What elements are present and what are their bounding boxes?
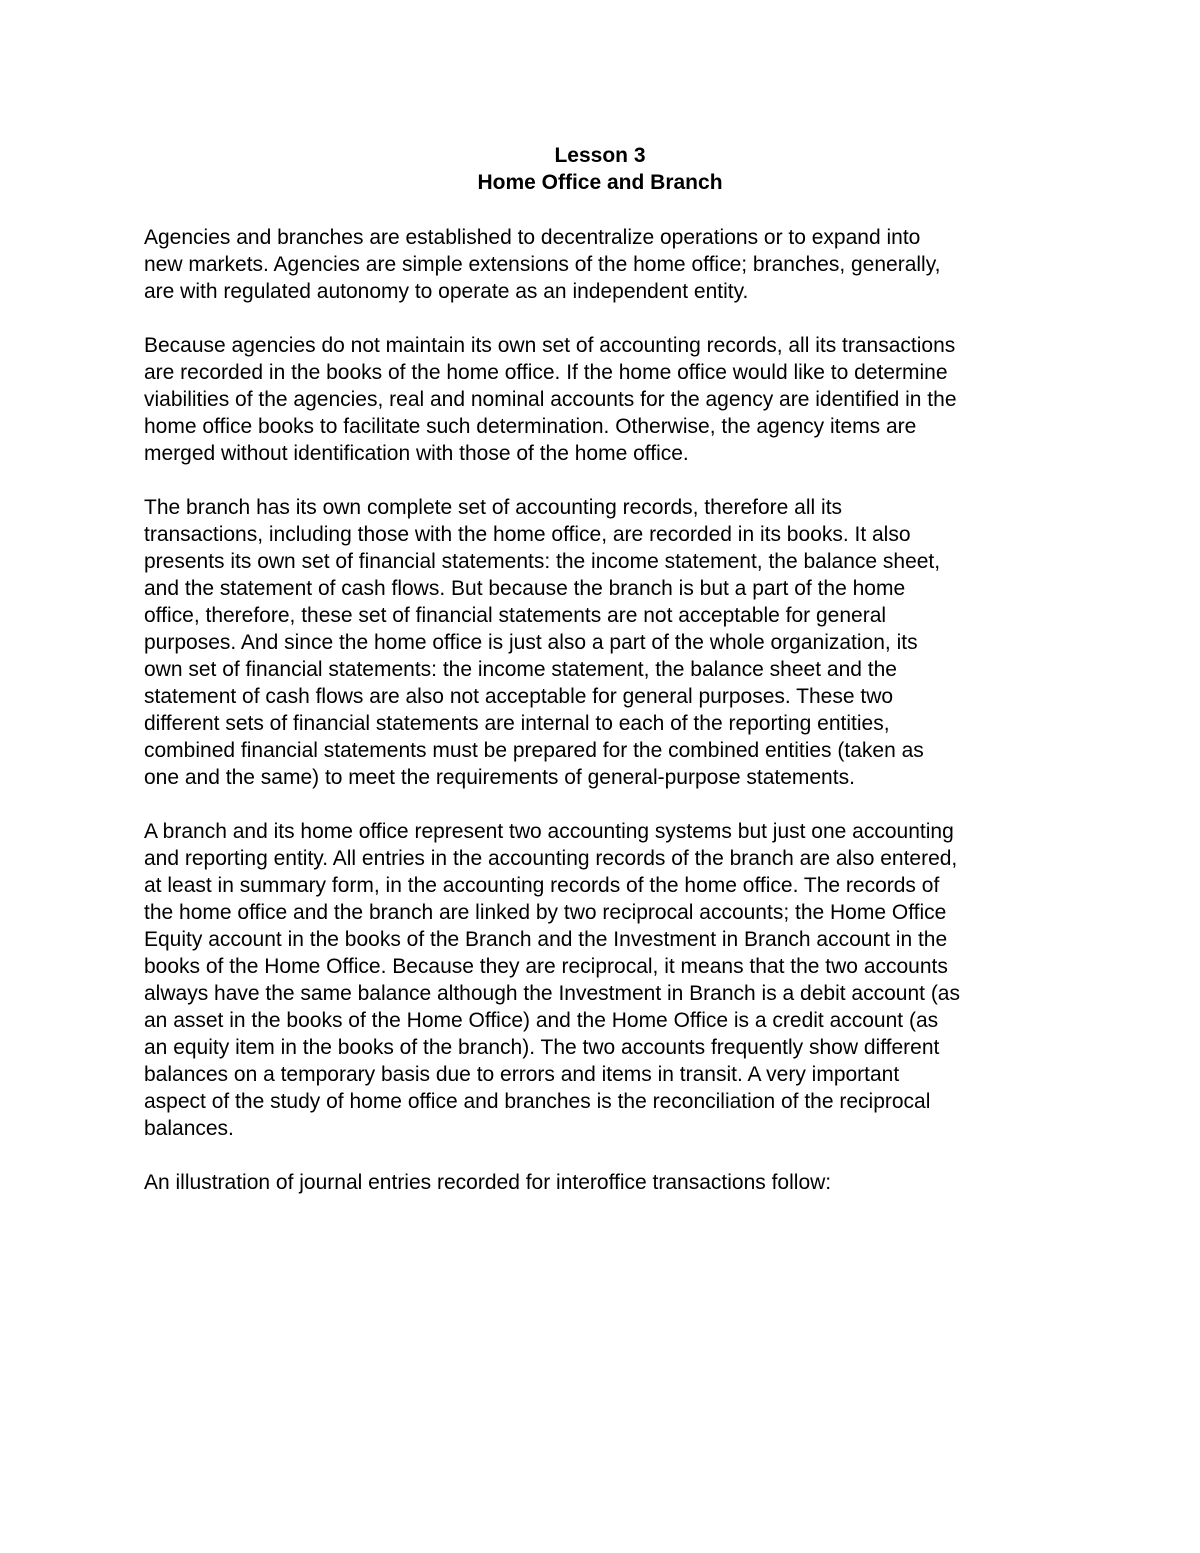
paragraph-line: books of the Home Office. Because they are reciprocal, it means that the two accounts [144, 955, 948, 978]
paragraph-line: home office books to facilitate such determination. Otherwise, the agency items are [144, 415, 917, 438]
paragraph-line: transactions, including those with the home office, are recorded in its books. It also [144, 523, 911, 546]
paragraph-line: an asset in the books of the Home Office) and the Home Office is a credit account (as [144, 1009, 939, 1032]
paragraph-line: an equity item in the books of the branch). The two accounts frequently show different [144, 1036, 940, 1059]
paragraph-1 [144, 224, 1064, 305]
paragraph-line: purposes. And since the home office is just also a part of the whole organization, its [144, 631, 918, 654]
paragraph-line: Agencies and branches are established to decentralize operations or to expand into [144, 226, 921, 249]
paragraph-line: are with regulated autonomy to operate as an independent entity. [144, 280, 749, 303]
paragraph-line: one and the same) to meet the requirements of general-purpose statements. [144, 766, 855, 789]
paragraph-line: viabilities of the agencies, real and nominal accounts for the agency are identified in the [144, 388, 957, 411]
paragraph-line: Because agencies do not maintain its own set of accounting records, all its transactions [144, 334, 956, 357]
paragraph-line: Equity account in the books of the Branch and the Investment in Branch account in the [144, 928, 948, 951]
paragraph-line: balances. [144, 1117, 234, 1140]
document-body [144, 224, 1064, 1223]
paragraph-line: office, therefore, these set of financial statements are not acceptable for general [144, 604, 887, 627]
paragraph-line: aspect of the study of home office and branches is the reconciliation of the reciprocal [144, 1090, 931, 1113]
paragraph-line: and reporting entity. All entries in the accounting records of the branch are also entered, [144, 847, 958, 870]
paragraph-5 [144, 1169, 1064, 1196]
paragraph-line: the home office and the branch are linked by two reciprocal accounts; the Home Office [144, 901, 947, 924]
paragraph-line: own set of financial statements: the income statement, the balance sheet and the [144, 658, 897, 681]
paragraph-line: The branch has its own complete set of accounting records, therefore all its [144, 496, 843, 519]
paragraph-line: are recorded in the books of the home office. If the home office would like to determine [144, 361, 948, 384]
paragraph-3 [144, 494, 1064, 791]
paragraph-line: always have the same balance although the Investment in Branch is a debit account (as [144, 982, 960, 1005]
paragraph-line: at least in summary form, in the accounting records of the home office. The records of [144, 874, 940, 897]
paragraph-line: An illustration of journal entries recorded for interoffice transactions follow: [144, 1171, 832, 1194]
paragraph-line: different sets of financial statements are internal to each of the reporting entities, [144, 712, 890, 735]
lesson-number: Lesson 3 [554, 144, 646, 167]
paragraph-line: balances on a temporary basis due to errors and items in transit. A very important [144, 1063, 900, 1086]
paragraph-line: merged without identification with those of the home office. [144, 442, 689, 465]
paragraph-line: A branch and its home office represent two accounting systems but just one accounting [144, 820, 954, 843]
paragraph-2 [144, 332, 1064, 467]
paragraph-line: new markets. Agencies are simple extensions of the home office; branches, generally, [144, 253, 941, 276]
lesson-title: Home Office and Branch [477, 171, 723, 194]
document-header [144, 142, 1056, 196]
paragraph-line: statement of cash flows are also not acceptable for general purposes. These two [144, 685, 894, 708]
paragraph-4 [144, 818, 1064, 1142]
paragraph-line: combined financial statements must be prepared for the combined entities (taken as [144, 739, 924, 762]
paragraph-line: presents its own set of financial statements: the income statement, the balance sheet, [144, 550, 941, 573]
paragraph-line: and the statement of cash flows. But because the branch is but a part of the home [144, 577, 906, 600]
